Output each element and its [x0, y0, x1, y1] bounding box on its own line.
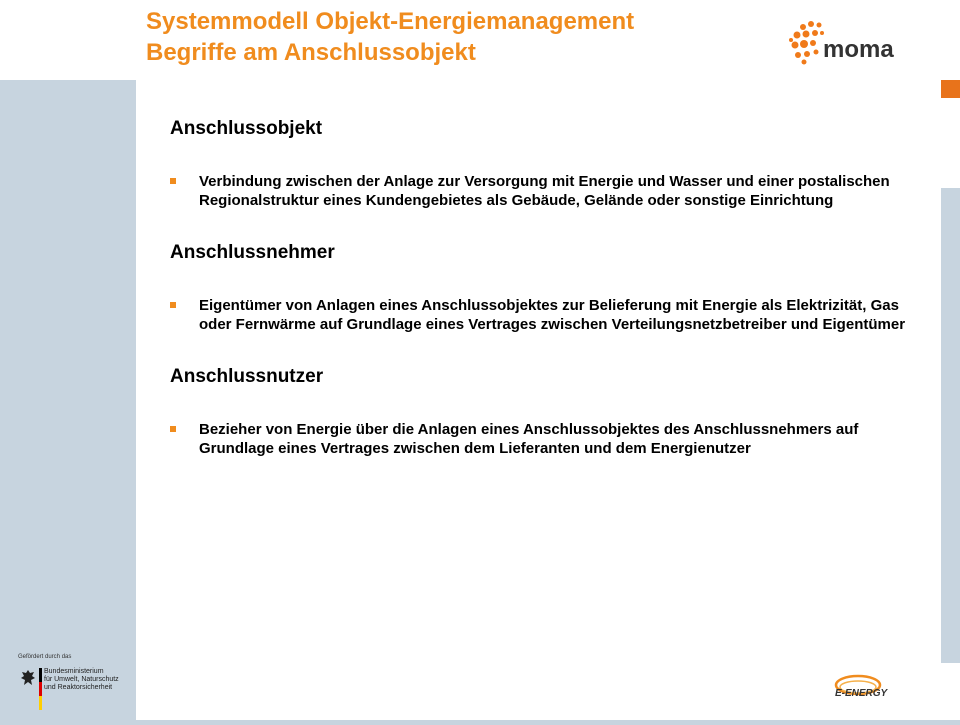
definitions: [170, 116, 930, 488]
moma-wordmark: moma: [823, 36, 894, 63]
ministry-line-2: für Umwelt, Naturschutz: [44, 676, 119, 683]
funded-by-text: Gefördert durch das: [18, 654, 72, 660]
bullet-text: Eigentümer von Anlagen eines Anschlussobjektes zur Belieferung mit Energie als Elektrizität, Gas oder Fernwärme auf Grundlage eines Vertrages zwischen Verteilungsnetzbetreiber und Eigentümer: [199, 297, 906, 333]
ministry-line-3: und Reaktorsicherheit: [44, 684, 113, 691]
section-heading: Anschlussobjekt: [170, 118, 323, 139]
bullet-item: [170, 296, 930, 334]
eenergy-logo: [745, 663, 960, 720]
bullet-item: [170, 420, 930, 458]
section-anschlussnutzer: [170, 364, 930, 458]
section-anschlussnehmer: [170, 240, 930, 334]
ministry-logo: [18, 654, 136, 714]
ministry-name: [44, 668, 119, 692]
ministry-line-1: Bundesministerium: [44, 668, 104, 675]
section-heading: Anschlussnehmer: [170, 242, 335, 263]
eenergy-logo-mark: [745, 663, 960, 720]
bullet-text: Verbindung zwischen der Anlage zur Versorgung mit Energie und Wasser und einer postalischen Regionalstruktur eines Kundengebietes als Gebäude, Gelände oder sonstige Einrichtung: [199, 173, 890, 209]
eenergy-wordmark: E-ENERGY: [835, 688, 888, 699]
bullet-square-icon: [170, 302, 176, 308]
section-anschlussobjekt: [170, 116, 930, 210]
bullet-item: [170, 172, 930, 210]
title-line-2: Begriffe am Anschlussobjekt: [146, 39, 476, 66]
federal-eagle-icon: [20, 668, 36, 688]
section-heading: Anschlussnutzer: [170, 366, 324, 387]
title-line-1: Systemmodell Objekt-Energiemanagement: [146, 8, 635, 35]
moma-logo-mark: [745, 0, 960, 80]
moma-logo: [745, 0, 960, 80]
german-flag-bar: [39, 668, 42, 710]
slide-title: [146, 6, 634, 68]
bullet-text: Bezieher von Energie über die Anlagen eines Anschlussobjektes des Anschlussnehmers auf Grundlage eines Vertrages zwischen dem Lieferanten und dem Energienutzer: [199, 421, 859, 457]
title-area: [0, 0, 745, 80]
bullet-square-icon: [170, 178, 176, 184]
bullet-square-icon: [170, 426, 176, 432]
